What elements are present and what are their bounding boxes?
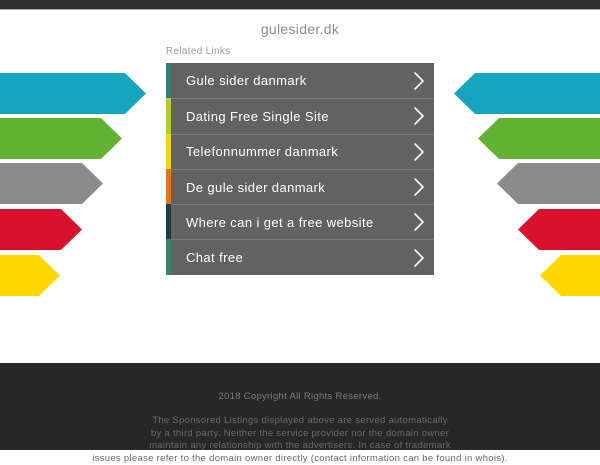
right-arrow bbox=[454, 73, 600, 114]
related-link-label: Dating Free Single Site bbox=[186, 108, 329, 124]
chevron-right-icon bbox=[412, 105, 426, 127]
chevron-right-icon bbox=[412, 176, 426, 198]
related-link-item[interactable] bbox=[166, 239, 434, 274]
related-link-label: Where can i get a free website bbox=[186, 214, 374, 230]
right-arrow bbox=[497, 163, 600, 204]
left-arrow bbox=[0, 255, 60, 296]
left-arrow bbox=[0, 118, 122, 159]
related-links-list bbox=[166, 63, 434, 275]
chevron-right-icon bbox=[412, 211, 426, 233]
related-links-label: Related Links bbox=[166, 46, 231, 57]
disclaimer-text: The Sponsored Listings displayed above are served automatically by a third party. Neither the service provider nor the domain owner maintain any relationship with the advertisers. In case of trademark issues please refer to the domain owner directly (contact information can be found in whois). bbox=[92, 415, 508, 464]
related-link-label: Gule sider danmark bbox=[186, 73, 307, 89]
related-link-item[interactable] bbox=[166, 98, 434, 133]
footer bbox=[0, 363, 600, 464]
accent-strip bbox=[166, 134, 171, 169]
left-arrow bbox=[0, 163, 103, 204]
left-arrow bbox=[0, 73, 146, 114]
right-arrow bbox=[540, 255, 600, 296]
related-link-item[interactable] bbox=[166, 169, 434, 204]
page-title: gulesider.dk bbox=[260, 21, 340, 37]
related-link-label: Telefonnummer danmark bbox=[186, 144, 339, 160]
chevron-right-icon bbox=[412, 247, 426, 269]
chevron-right-icon bbox=[412, 70, 426, 92]
top-bar bbox=[0, 0, 600, 10]
accent-strip bbox=[166, 239, 171, 274]
chevron-right-icon bbox=[412, 141, 426, 163]
accent-strip bbox=[166, 63, 171, 98]
related-link-label: De gule sider danmark bbox=[186, 179, 326, 195]
related-link-item[interactable] bbox=[166, 204, 434, 239]
copyright-text: 2018 Copyright All Rights Reserved. bbox=[218, 391, 382, 402]
accent-strip bbox=[166, 204, 171, 239]
accent-strip bbox=[166, 169, 171, 204]
right-arrow bbox=[518, 209, 600, 250]
related-link-item[interactable] bbox=[166, 134, 434, 169]
right-arrow bbox=[478, 118, 600, 159]
related-link-item[interactable] bbox=[166, 63, 434, 98]
accent-strip bbox=[166, 98, 171, 133]
related-link-label: Chat free bbox=[186, 250, 244, 266]
left-arrow bbox=[0, 209, 82, 250]
